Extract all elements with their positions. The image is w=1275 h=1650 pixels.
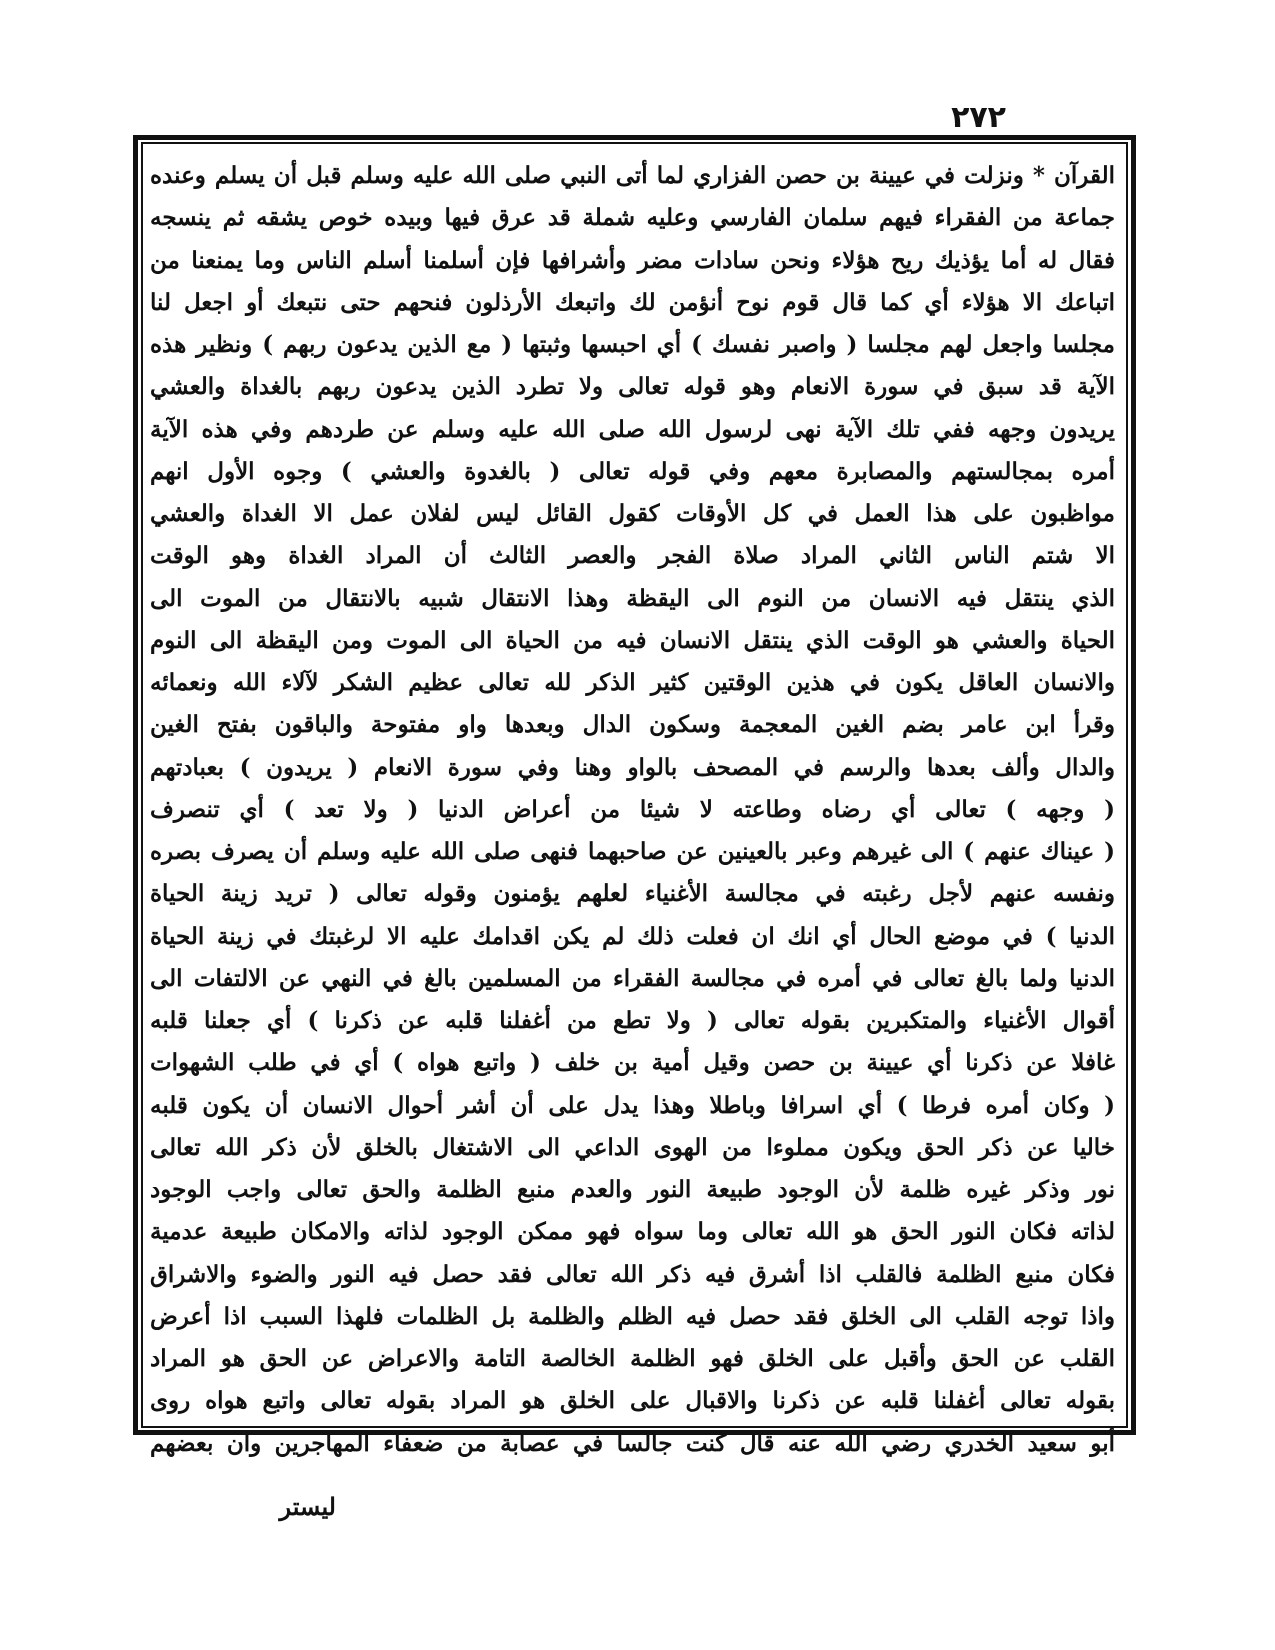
text-line: أمره بمجالستهم والمصابرة معهم وفي قوله تعالى ( بالغدوة والعشي ) وجوه الأول انهم (150, 457, 1115, 485)
text-line: الدنيا ولما بالغ تعالى في أمره في مجالسة الفقراء من المسلمين بالغ في النهي عن الالتفات الى (150, 964, 1115, 992)
text-line: الآية قد سبق في سورة الانعام وهو قوله تعالى ولا تطرد الذين يدعون ربهم بالغداة والعشي (150, 373, 1115, 401)
text-line: خاليا عن ذكر الحق ويكون مملوءا من الهوى الداعي الى الاشتغال بالخلق لأن ذكر الله تعالى (150, 1133, 1115, 1161)
text-line: بقوله تعالى أغفلنا قلبه عن ذكرنا والاقبال على الخلق هو المراد بقوله تعالى واتبع هواه روى (150, 1387, 1115, 1415)
text-line: والانسان العاقل يكون في هذين الوقتين كثير الذكر لله تعالى عظيم الشكر لآلاء الله ونعمائه (150, 669, 1115, 696)
text-line: الحياة والعشي هو الوقت الذي ينتقل الانسان فيه من الحياة الى الموت ومن اليقظة الى النوم (150, 626, 1115, 654)
text-line: اتباعك الا هؤلاء أي كما قال قوم نوح أنؤمن لك واتبعك الأرذلون فنحهم حتى نتبعك أو اجعل لنا (150, 288, 1115, 316)
text-line: فقال له أما يؤذيك ريح هؤلاء ونحن سادات مضر وأشرافها فإن أسلمنا أسلم الناس وما يمنعنا من (150, 246, 1115, 274)
text-line: جماعة من الفقراء فيهم سلمان الفارسي وعليه شملة قد عرق فيها وبيده خوص يشقه ثم ينسجه (150, 204, 1115, 232)
text-line: واذا توجه القلب الى الخلق فقد حصل فيه الظلم والظلمة بل الظلمات فلهذا السبب اذا أعرض (150, 1302, 1115, 1330)
text-line: مجلسا واجعل لهم مجلسا ( واصبر نفسك ) أي احبسها وثبتها ( مع الذين يدعون ربهم ) ونظير هذه (150, 331, 1115, 358)
text-line: الدنيا ) في موضع الحال أي انك ان فعلت ذلك لم يكن اقدامك عليه الا لرغبتك في زينة الحياة (150, 922, 1115, 950)
text-line: أبو سعيد الخدري رضي الله عنه قال كنت جالسا في عصابة من ضعفاء المهاجرين وان بعضهم (150, 1429, 1115, 1457)
text-line: القرآن * ونزلت في عيينة بن حصن الفزاري لما أتى النبي صلى الله عليه وسلم قبل أن يسلم وعنده (150, 162, 1115, 189)
text-line: ( عيناك عنهم ) الى غيرهم وعبر بالعينين عن صاحبهما فنهى صلى الله عليه وسلم أن يصرف بصره (150, 838, 1115, 865)
text-line: فكان منبع الظلمة فالقلب اذا أشرق فيه ذكر الله تعالى فقد حصل فيه النور والضوء والاشراق (150, 1260, 1115, 1288)
text-line: يريدون وجهه ففي تلك الآية نهى لرسول الله صلى الله عليه وسلم عن طردهم وفي هذه الآية (150, 415, 1115, 443)
catchword: ليستر (279, 1492, 336, 1521)
text-line: مواظبون على هذا العمل في كل الأوقات كقول القائل ليس لفلان عمل الا الغداة والعشي (150, 500, 1115, 527)
text-line: ونفسه عنهم لأجل رغبته في مجالسة الأغنياء لعلهم يؤمنون وقوله تعالى ( تريد زينة الحياة (150, 880, 1115, 908)
text-line: غافلا عن ذكرنا أي عيينة بن حصن وقيل أمية بن خلف ( واتبع هواه ) أي في طلب الشهوات (150, 1049, 1115, 1077)
text-line: الا شتم الناس الثاني المراد صلاة الفجر والعصر الثالث أن المراد الغداة وهو الوقت (150, 542, 1115, 570)
text-line: الذي ينتقل فيه الانسان من النوم الى اليقظة وهذا الانتقال شبيه بالانتقال من الموت الى (150, 584, 1115, 612)
text-line: وقرأ ابن عامر بضم الغين المعجمة وسكون الدال وبعدها واو مفتوحة والباقون بفتح الغين (150, 711, 1115, 739)
text-line: نور وذكر غيره ظلمة لأن الوجود طبيعة النور والعدم منبع الظلمة والحق تعالى واجب الوجود (150, 1176, 1115, 1203)
main-text-block (150, 155, 1115, 1457)
page-number: ٢٧٢ (951, 100, 1006, 135)
text-line: والدال وألف بعدها والرسم في المصحف بالواو وهنا وفي سورة الانعام ( يريدون ) بعبادتهم (150, 753, 1115, 781)
text-line: القلب عن الحق وأقبل على الخلق فهو الظلمة الخالصة التامة والاعراض عن الحق هو المراد (150, 1345, 1115, 1372)
text-line: أقوال الأغنياء والمتكبرين بقوله تعالى ( ولا تطع من أغفلنا قلبه عن ذكرنا ) أي جعلنا قلبه (150, 1007, 1115, 1034)
text-line: ( وكان أمره فرطا ) أي اسرافا وباطلا وهذا يدل على أن أشر أحوال الانسان أن يكون قلبه (150, 1091, 1115, 1119)
text-line: ( وجهه ) تعالى أي رضاه وطاعته لا شيئا من أعراض الدنيا ( ولا تعد ) أي تنصرف (150, 795, 1115, 823)
text-line: لذاته فكان النور الحق هو الله تعالى وما سواه فهو ممكن الوجود لذاته والامكان طبيعة عدمية (150, 1218, 1115, 1246)
